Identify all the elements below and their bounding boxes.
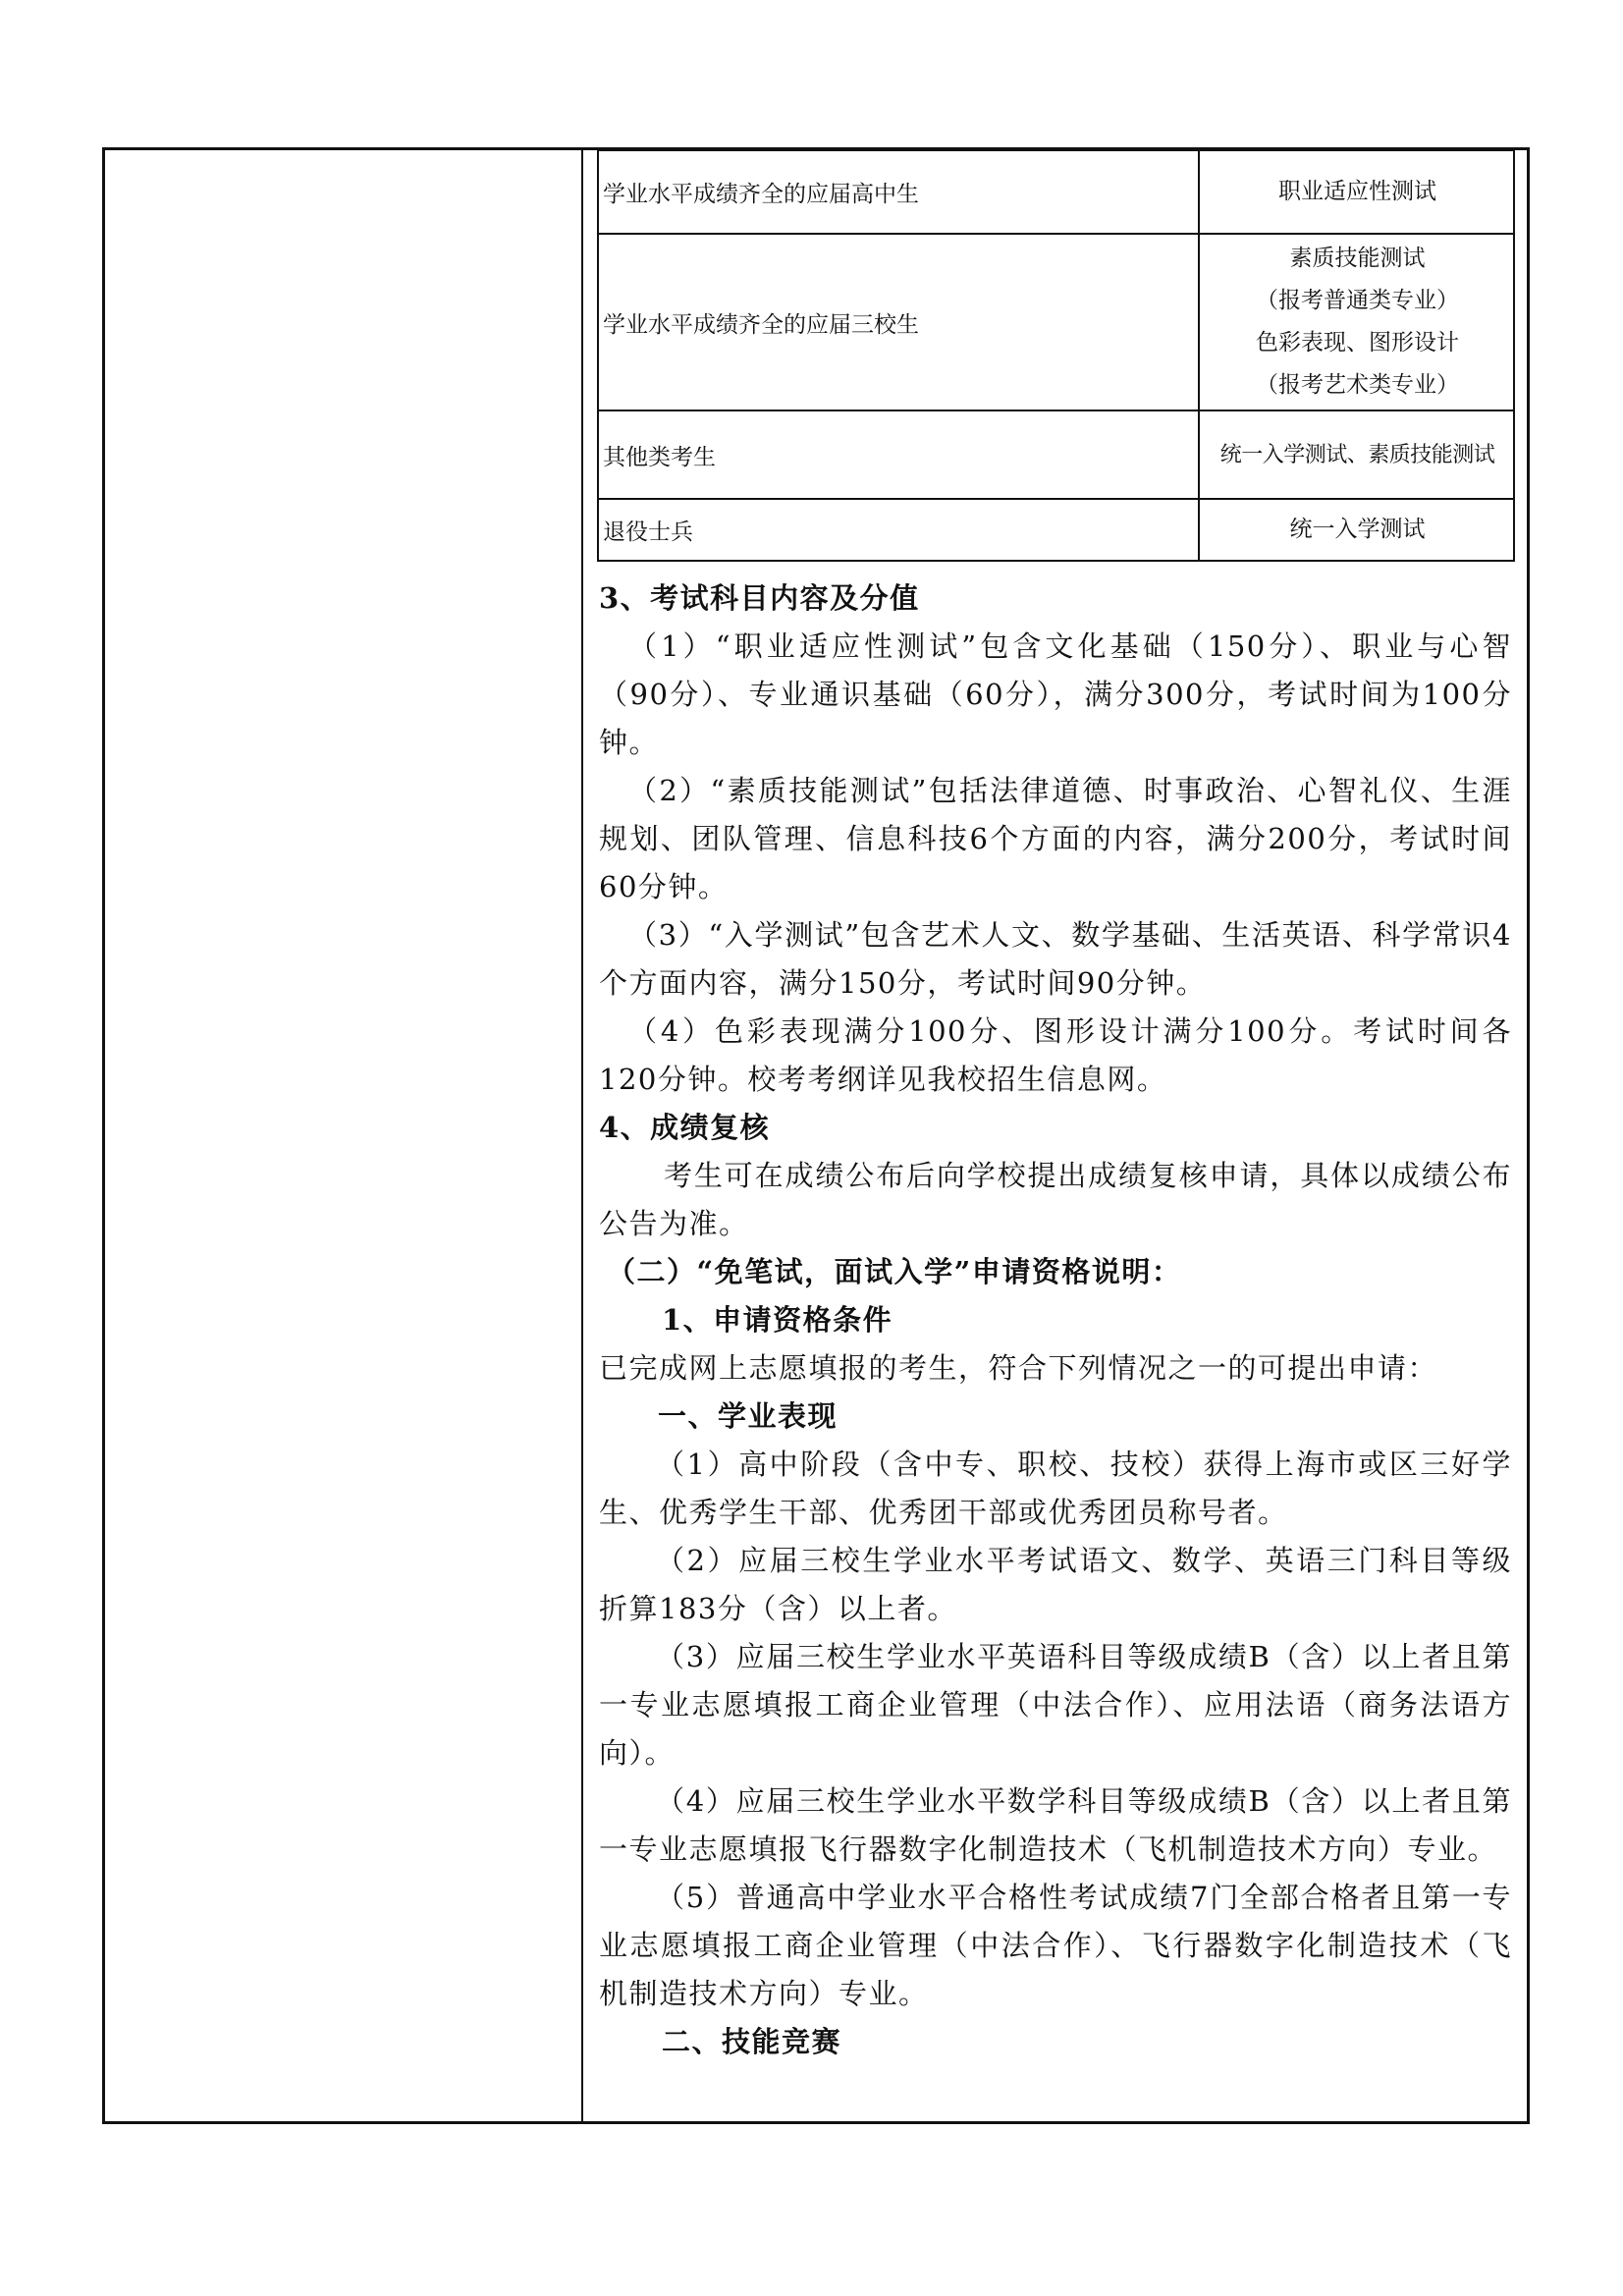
paragraph: （1）“职业适应性测试”包含文化基础（150分）、职业与心智（90分）、专业通识基础（60分），满分300分，考试时间为100分钟。 xyxy=(599,629,1512,759)
part-heading: （二）“免笔试，面试入学”申请资格说明： xyxy=(607,1255,1182,1288)
frame-bottom-border xyxy=(102,2121,1530,2124)
paragraph: （2）“素质技能测试”包括法律道德、时事政治、心智礼仪、生涯规划、团队管理、信息科技6个方面的内容，满分200分，考试时间60分钟。 xyxy=(599,774,1512,903)
table-row xyxy=(599,411,1513,500)
frame-column-divider xyxy=(581,147,583,2124)
exam-line: 色彩表现、图形设计 xyxy=(1256,330,1459,355)
category-heading: 二、技能竞赛 xyxy=(662,2025,842,2058)
exam-line: 统一入学测试 xyxy=(1289,517,1426,542)
candidate-category: 学业水平成绩齐全的应届高中生 xyxy=(603,182,919,207)
frame-right-border xyxy=(1527,147,1530,2124)
table-row xyxy=(599,235,1513,411)
candidate-category: 学业水平成绩齐全的应届三校生 xyxy=(603,311,919,338)
paragraph: （4）色彩表现满分100分、图形设计满分100分。考试时间各120分钟。校考考纲详见我校招生信息网。 xyxy=(599,1014,1512,1096)
paragraph: 已完成网上志愿填报的考生，符合下列情况之一的可提出申请： xyxy=(599,1351,1438,1385)
candidate-category: 其他类考生 xyxy=(603,444,716,470)
condition-item: （5）普通高中学业水平合格性考试成绩7门全部合格者且第一专业志愿填报工商企业管理（中法合作）、飞行器数字化制造技术（飞机制造技术方向）专业。 xyxy=(599,1881,1512,2010)
exam-line: 职业适应性测试 xyxy=(1278,179,1436,204)
exam-line: 统一入学测试、素质技能测试 xyxy=(1219,442,1495,467)
paragraph: （3）“入学测试”包含艺术人文、数学基础、生活英语、科学常识4个方面内容，满分150分，考试时间90分钟。 xyxy=(599,918,1512,1000)
paragraph: 考生可在成绩公布后向学校提出成绩复核申请，具体以成绩公布公告为准。 xyxy=(599,1159,1512,1240)
table-row xyxy=(599,500,1513,560)
condition-item: （1）高中阶段（含中专、职校、技校）获得上海市或区三好学生、优秀学生干部、优秀团干部或优秀团员称号者。 xyxy=(599,1448,1512,1529)
section-heading: 3、考试科目内容及分值 xyxy=(599,581,920,615)
exam-line: （报考艺术类专业） xyxy=(1256,372,1459,398)
candidate-category: 退役士兵 xyxy=(603,519,693,545)
sub-heading: 1、申请资格条件 xyxy=(662,1303,893,1337)
exam-line: （报考普通类专业） xyxy=(1256,288,1459,313)
exam-subjects xyxy=(1198,151,1515,233)
table-row xyxy=(599,151,1513,235)
exam-line: 素质技能测试 xyxy=(1289,246,1426,271)
document-body xyxy=(599,574,1512,2066)
frame-left-border xyxy=(102,147,105,2124)
exam-subjects xyxy=(1198,500,1515,560)
condition-item: （2）应届三校生学业水平考试语文、数学、英语三门科目等级折算183分（含）以上者。 xyxy=(599,1544,1512,1625)
exam-subject-table xyxy=(597,149,1515,562)
exam-subjects xyxy=(1198,411,1515,498)
category-heading: 一、学业表现 xyxy=(658,1399,839,1433)
condition-item: （3）应届三校生学业水平英语科目等级成绩B（含）以上者且第一专业志愿填报工商企业管理（中法合作）、应用法语（商务法语方向）。 xyxy=(599,1640,1512,1770)
exam-subjects xyxy=(1198,235,1515,410)
condition-item: （4）应届三校生学业水平数学科目等级成绩B（含）以上者且第一专业志愿填报飞行器数字化制造技术（飞机制造技术方向）专业。 xyxy=(599,1784,1512,1866)
section-heading: 4、成绩复核 xyxy=(599,1111,771,1144)
